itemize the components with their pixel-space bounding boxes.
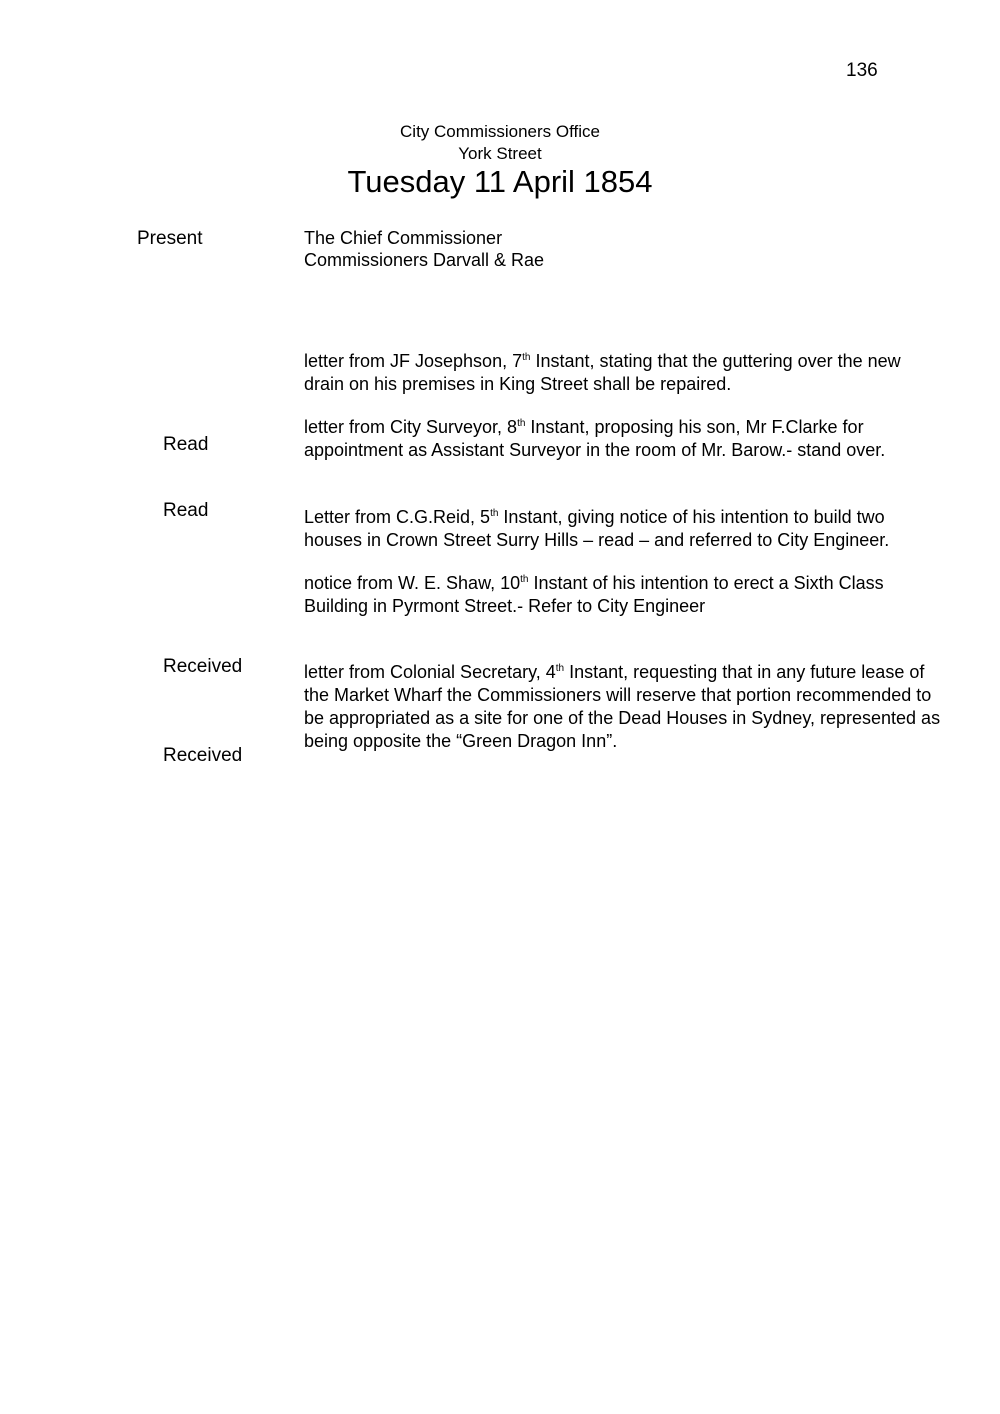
minute-entry [304, 350, 944, 396]
ordinal-suffix: th [522, 352, 531, 363]
entry-text: Instant, stating that the guttering over the new drain on his premises in King Street shall be repaired. [304, 351, 901, 394]
margin-note-read: Read [163, 434, 209, 455]
ordinal-suffix: th [520, 574, 529, 585]
attendee: The Chief Commissioner [304, 228, 503, 248]
entry-text: Instant, proposing his son, Mr F.Clarke for appointment as Assistant Surveyor in the room of Mr. Barow.- stand over. [304, 417, 886, 460]
minute-entry [304, 416, 944, 462]
ordinal-suffix: th [555, 663, 565, 674]
office-street: York Street [458, 144, 542, 163]
ordinal-suffix: th [517, 418, 526, 429]
entry-text: letter from JF Josephson, 7 [304, 351, 523, 371]
page-number: 136 [846, 60, 878, 81]
entry-text: letter from City Surveyor, 8 [304, 417, 518, 437]
meeting-date: Tuesday 11 April 1854 [347, 164, 653, 199]
entry-text: Instant, requesting that in any future lease of the Market Wharf the Commissioners will reserve that portion recommended to be appropriated as a site for one of the Dead Houses in Sydney, represented as being opposite the “Green Dragon Inn”. [304, 662, 941, 751]
margin-note-received: Received [163, 656, 243, 677]
office-name: City Commissioners Office [400, 122, 600, 141]
minute-entry [304, 506, 944, 552]
ordinal-suffix: th [490, 508, 499, 519]
margin-note-received: Received [163, 745, 243, 766]
minute-entry [304, 572, 944, 618]
entry-text: Instant, giving notice of his intention to build two houses in Crown Street Surry Hills – read – and referred to City Engineer. [304, 507, 890, 550]
entry-text: Letter from C.G.Reid, 5 [304, 507, 491, 527]
margin-note-read: Read [163, 500, 209, 521]
minute-entry [304, 661, 944, 753]
entry-text: letter from Colonial Secretary, 4 [304, 662, 556, 682]
attendee: Commissioners Darvall & Rae [304, 250, 545, 270]
entry-text: Instant of his intention to erect a Sixth Class Building in Pyrmont Street.- Refer to City Engineer [304, 573, 884, 616]
present-label: Present [137, 228, 203, 249]
entry-text: notice from W. E. Shaw, 10 [304, 573, 521, 593]
